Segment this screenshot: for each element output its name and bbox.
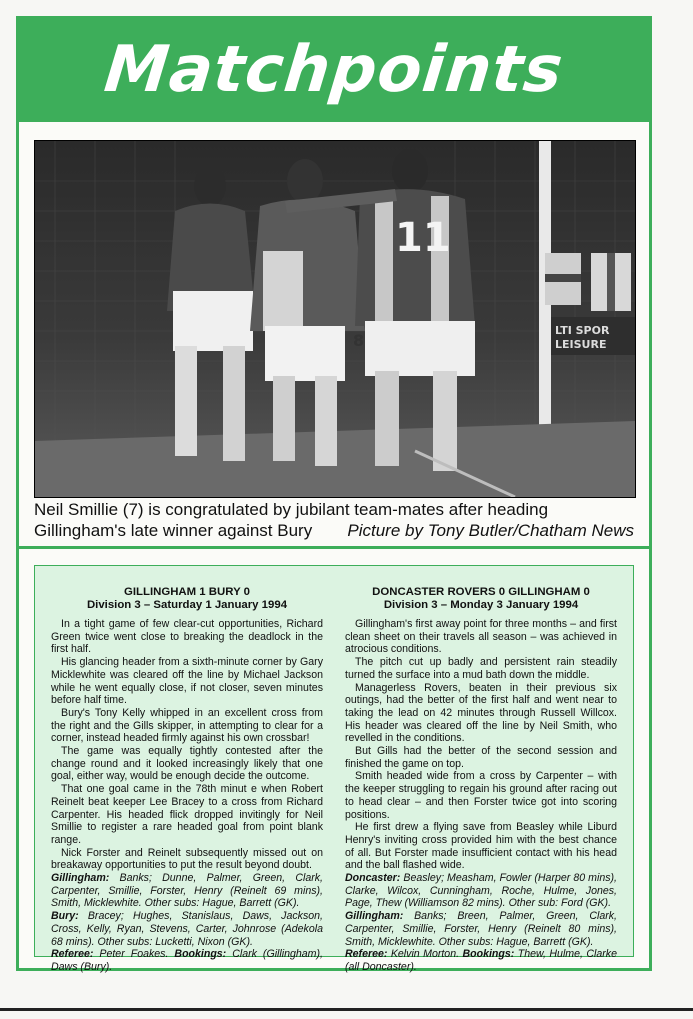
report-paragraph: Nick Forster and Reinelt subsequently missed out on breakaway opportunities to put the result beyond doubt. <box>51 846 323 872</box>
team-label: Gillingham: <box>51 872 110 885</box>
bookings-list: Clark (Gillingham), Daws (Bury). <box>51 948 323 973</box>
photo-credit: Picture by Tony Butler/Chatham News <box>347 521 634 540</box>
team-players: Banks; Breen, Palmer, Green, Clark, Carpenter, Smillie, Forster, Henry (Reinelt 80 mins), Smith, Micklewhite. Other subs: Hague, Barrett (GK). <box>345 910 617 948</box>
hoarding-line-1: LTI SPOR <box>555 324 610 337</box>
team-lineup <box>345 910 617 948</box>
report-title: DONCASTER ROVERS 0 GILLINGHAM 0 <box>372 586 590 598</box>
photo-caption <box>34 499 634 541</box>
referee-line <box>51 948 323 973</box>
report-paragraph: Smith headed wide from a cross by Carpenter – with the keeper struggling to regain his ground after racing out to head clear – and then Forster twice got into scoring positions. <box>345 770 617 821</box>
report-paragraph: But Gills had the better of the second session and finished the game on top. <box>345 745 617 770</box>
team-lineup <box>345 872 617 910</box>
report-doncaster-gillingham <box>345 586 618 973</box>
team-label: Gillingham: <box>345 910 404 923</box>
team-lineup <box>51 910 323 948</box>
match-photo <box>34 140 636 498</box>
masthead <box>18 18 650 122</box>
photo-illustration <box>35 141 635 497</box>
team-label: Bury: <box>51 910 79 923</box>
bookings-list: Thew, Hulme, Clarke (all Doncaster). <box>345 948 618 973</box>
team-players: Banks; Dunne, Palmer, Green, Clark, Carpenter, Smillie, Forster, Henry (Reinelt 69 mins), Smith, Micklewhite. Other subs: Hague, Barrett (GK). <box>51 872 323 910</box>
bookings-label: Bookings: <box>462 948 515 961</box>
caption-divider <box>18 546 650 549</box>
report-subtitle: Division 3 – Monday 3 January 1994 <box>383 599 579 611</box>
referee-line <box>345 948 617 973</box>
report-paragraph: His glancing header from a sixth-minute corner by Gary Micklewhite was cleared off the line by Michael Jackson while he went equally close, if not closer, seven minutes before half time. <box>51 656 323 707</box>
report-paragraph: In a tight game of few clear-cut opportunities, Richard Green twice went close to breaking the deadlock in the first half. <box>51 618 323 656</box>
caption-text: Neil Smillie (7) is congratulated by jubilant team-mates after heading Gillingham's late winner against Bury <box>34 500 549 540</box>
referee-label: Referee: <box>345 948 388 961</box>
report-paragraph: That one goal came in the 78th minut e when Robert Reinelt beat keeper Lee Bracey to a cross from Richard Carpenter. His headed flick dropped invitingly for Neil Smillie to register a rare headed goal from point blank range. <box>51 783 323 846</box>
referee-name: Peter Foakes. <box>99 948 169 961</box>
masthead-title: Matchpoints <box>101 33 567 107</box>
shirt-number-8: 8 <box>353 331 365 350</box>
report-paragraph: Managerless Rovers, beaten in their previous six outings, had the better of the first half and went near to taking the lead on 42 minutes through Russell Willcox. His header was cleared off the line by Neil Smith, who revelled in the conditions. <box>345 681 617 745</box>
team-label: Doncaster: <box>345 872 401 885</box>
team-players: Bracey; Hughes, Stanislaus, Daws, Jackson, Cross, Kelly, Ryan, Stevens, Carter, Johnrose (Adekola 68 mins). Other subs: Lucketti, Nixon (GK). <box>51 910 323 948</box>
report-gillingham-bury <box>51 586 323 973</box>
team-lineup <box>51 872 323 910</box>
report-paragraph: He first drew a flying save from Beasley while Liburd Henry's inviting cross provided him with the best chance of all. But Forster made insufficient contact with his head and the ball flashed wide. <box>345 821 617 872</box>
report-paragraph: Bury's Tony Kelly whipped in an excellent cross from the right and the Gills skipper, in attempting to clear for a corner, instead headed firmly against his own crossbar! <box>51 706 323 745</box>
page-bottom-rule <box>0 1008 693 1011</box>
report-title: GILLINGHAM 1 BURY 0 <box>124 586 250 598</box>
shirt-number-11: 11 <box>395 215 451 261</box>
match-reports <box>34 565 634 973</box>
team-players: Beasley; Measham, Fowler (Harper 80 mins), Clarke, Wilcox, Cunningham, Roche, Hulme, Jones, Page, Thew (Williamson 82 mins). Other sub: Ford (GK). <box>345 872 617 910</box>
report-paragraph: The game was equally tightly contested after the change round and it looked increasingly likely that one goal, either way, would be enough decide the outcome. <box>51 745 323 783</box>
referee-name: Kelvin Morton. <box>390 948 460 961</box>
report-subtitle: Division 3 – Saturday 1 January 1994 <box>86 599 288 611</box>
bookings-label: Bookings: <box>174 948 227 961</box>
hoarding-line-2: LEISURE <box>555 338 607 351</box>
report-paragraph: The pitch cut up badly and persistent rain steadily turned the surface into a mud bath down the middle. <box>345 656 617 681</box>
referee-label: Referee: <box>51 948 94 961</box>
report-paragraph: Gillingham's first away point for three months – and first clean sheet on their travels all season – was achieved in atrocious conditions. <box>345 618 617 656</box>
